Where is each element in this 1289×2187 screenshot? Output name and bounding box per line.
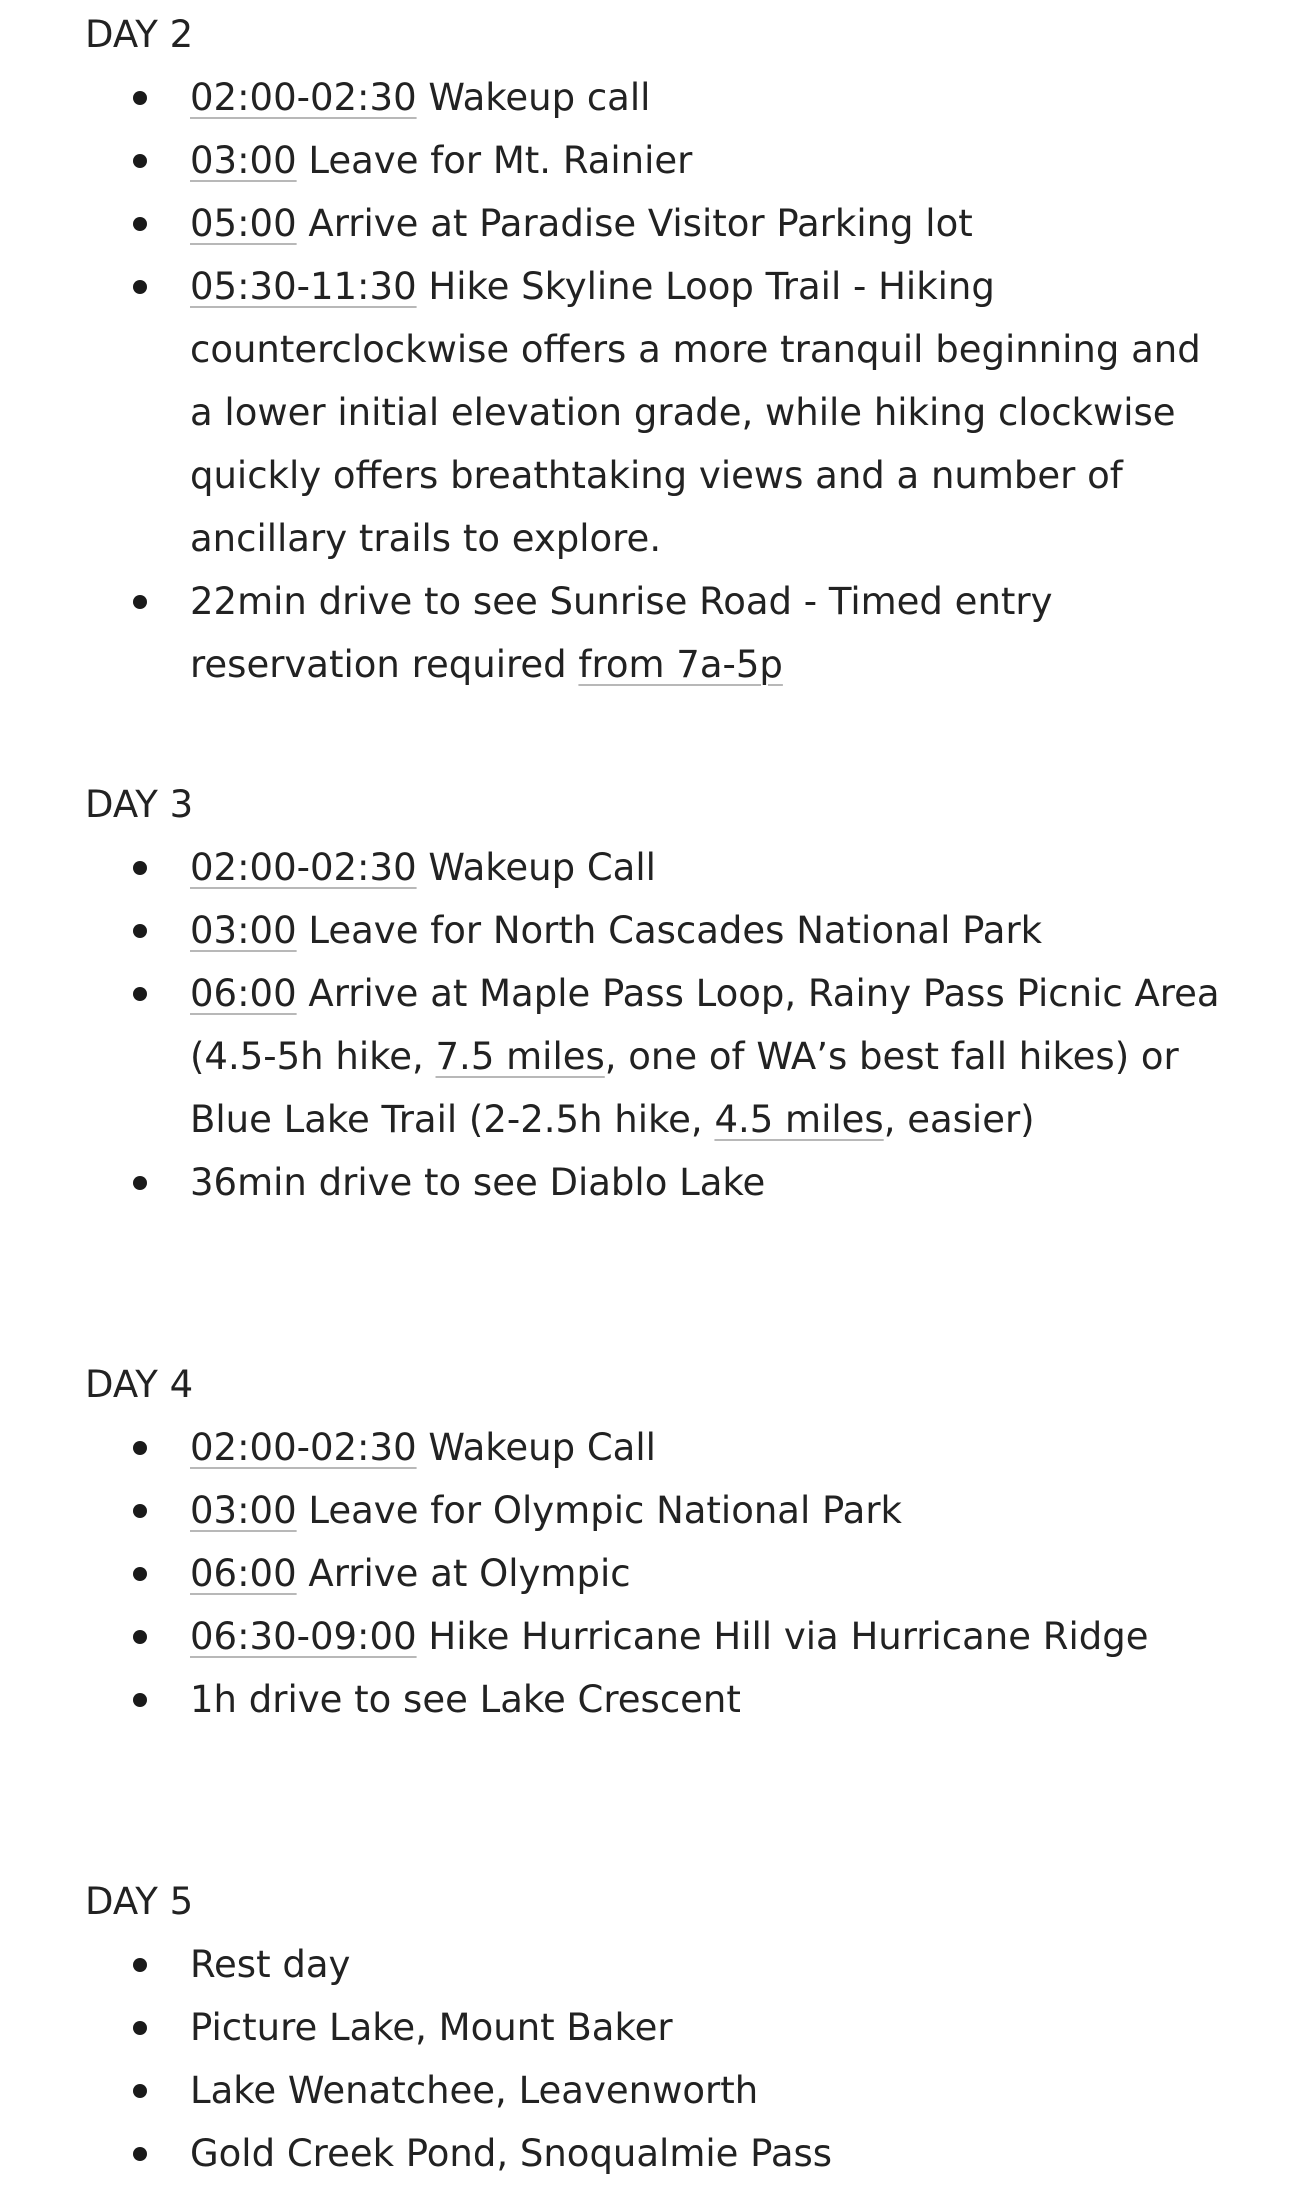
item-text: , one of WA’s best fall hikes) or Blue Lake Trail (2-2.5h hike, — [190, 1035, 1179, 1141]
item-text: Gold Creek Pond, Snoqualmie Pass — [190, 2132, 833, 2175]
time-link[interactable]: 05:00 — [190, 202, 297, 245]
item-text: Wakeup call — [416, 76, 651, 119]
time-range-link[interactable]: from 7a-5p — [578, 643, 783, 686]
list-item — [0, 1542, 1289, 1605]
time-link[interactable]: 05:30-11:30 — [190, 265, 417, 308]
time-link[interactable]: 03:00 — [190, 1489, 297, 1532]
list-item — [0, 1996, 1289, 2059]
time-link[interactable]: 06:00 — [190, 972, 297, 1015]
item-text: 36min drive to see Diablo Lake — [190, 1161, 766, 1204]
bullet-icon — [133, 1176, 147, 1190]
bullet-icon — [133, 91, 147, 105]
item-text: Arrive at Maple Pass Loop, Rainy Pass Picnic Area (4.5-5h hike, — [190, 972, 1220, 1078]
list-item — [0, 1605, 1289, 1668]
item-text: Leave for Olympic National Park — [296, 1489, 902, 1532]
day-heading: DAY 5 — [85, 1880, 194, 1923]
time-link[interactable]: 02:00-02:30 — [190, 1426, 417, 1469]
list-item — [0, 1151, 1289, 1214]
bullet-icon — [133, 154, 147, 168]
list-item — [0, 899, 1289, 962]
time-link[interactable]: 03:00 — [190, 909, 297, 952]
item-text: Picture Lake, Mount Baker — [190, 2006, 673, 2049]
time-link[interactable]: 06:30-09:00 — [190, 1615, 417, 1658]
time-link[interactable]: 02:00-02:30 — [190, 846, 417, 889]
bullet-icon — [133, 987, 147, 1001]
list-item — [0, 2122, 1289, 2185]
list-item — [0, 1416, 1289, 1479]
day-heading: DAY 3 — [85, 783, 194, 826]
item-text: Leave for Mt. Rainier — [296, 139, 693, 182]
item-text: 1h drive to see Lake Crescent — [190, 1678, 741, 1721]
bullet-icon — [133, 2021, 147, 2035]
bullet-icon — [133, 1504, 147, 1518]
list-item — [0, 2059, 1289, 2122]
item-text: Leave for North Cascades National Park — [296, 909, 1043, 952]
list-item — [0, 570, 1289, 696]
bullet-icon — [133, 861, 147, 875]
day-3-list — [0, 836, 1289, 1214]
day-5-list — [0, 1933, 1289, 2185]
day-2-list — [0, 66, 1289, 696]
bullet-icon — [133, 2147, 147, 2161]
list-item — [0, 962, 1289, 1151]
bullet-icon — [133, 217, 147, 231]
list-item — [0, 192, 1289, 255]
bullet-icon — [133, 1693, 147, 1707]
list-item — [0, 66, 1289, 129]
bullet-icon — [133, 1630, 147, 1644]
item-text: Hike Skyline Loop Trail - Hiking counterclockwise offers a more tranquil beginning and a lower initial elevation grade, while hiking clockwise quickly offers breathtaking views and a number of ancillary trails to explore. — [190, 265, 1201, 560]
bullet-icon — [133, 1958, 147, 1972]
item-text: Rest day — [190, 1943, 351, 1986]
distance-link[interactable]: 7.5 miles — [435, 1035, 605, 1078]
bullet-icon — [133, 280, 147, 294]
item-text: 22min drive to see Sunrise Road - Timed entry reservation required — [190, 580, 1053, 686]
list-item — [0, 1479, 1289, 1542]
item-text: , easier) — [883, 1098, 1035, 1141]
day-4-list — [0, 1416, 1289, 1731]
time-link[interactable]: 03:00 — [190, 139, 297, 182]
item-text: Wakeup Call — [416, 846, 656, 889]
bullet-icon — [133, 1441, 147, 1455]
list-item — [0, 129, 1289, 192]
bullet-icon — [133, 1567, 147, 1581]
bullet-icon — [133, 924, 147, 938]
list-item — [0, 836, 1289, 899]
distance-link[interactable]: 4.5 miles — [714, 1098, 884, 1141]
item-text: Lake Wenatchee, Leavenworth — [190, 2069, 759, 2112]
item-text: Arrive at Paradise Visitor Parking lot — [296, 202, 973, 245]
bullet-icon — [133, 2084, 147, 2098]
item-text: Arrive at Olympic — [296, 1552, 631, 1595]
list-item — [0, 1933, 1289, 1996]
day-heading: DAY 2 — [85, 13, 194, 56]
list-item — [0, 1668, 1289, 1731]
item-text: Hike Hurricane Hill via Hurricane Ridge — [416, 1615, 1149, 1658]
list-item — [0, 255, 1289, 570]
day-heading: DAY 4 — [85, 1363, 194, 1406]
bullet-icon — [133, 595, 147, 609]
time-link[interactable]: 06:00 — [190, 1552, 297, 1595]
item-text: Wakeup Call — [416, 1426, 656, 1469]
time-link[interactable]: 02:00-02:30 — [190, 76, 417, 119]
